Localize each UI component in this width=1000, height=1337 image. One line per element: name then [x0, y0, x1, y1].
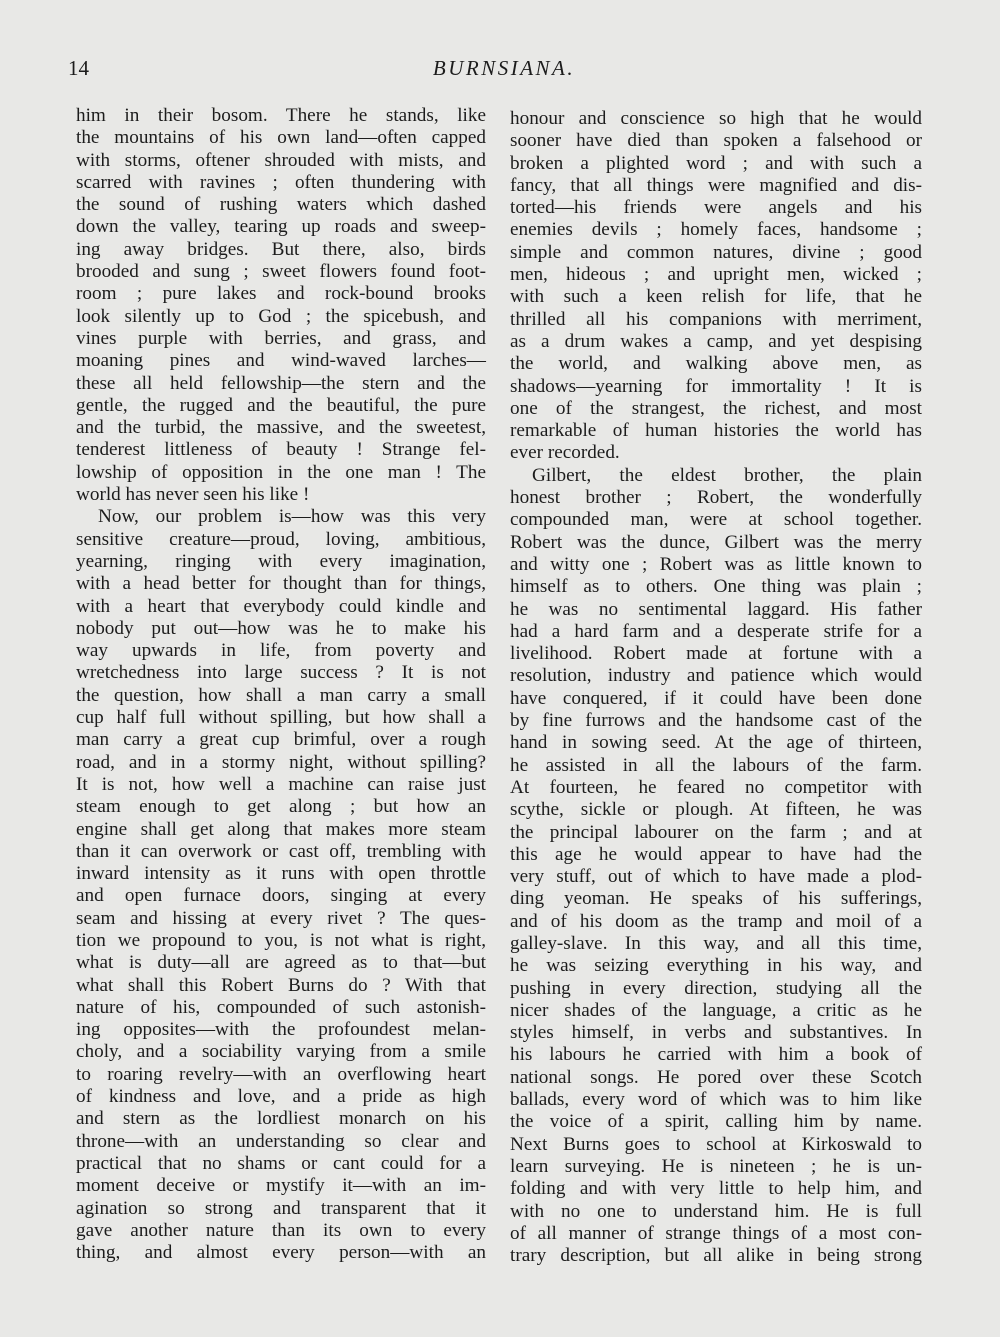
text-line: gentle, the rugged and the beautiful, the pure	[76, 394, 486, 416]
page-number: 14	[68, 56, 89, 80]
text-line: men, hideous ; and upright men, wicked ;	[510, 264, 922, 286]
text-line: ing away bridges. But there, also, birds	[76, 238, 486, 260]
text-line: steam enough to get along ; but how an	[76, 796, 486, 818]
text-line: compounded man, were at school together.	[510, 509, 922, 531]
text-line: to roaring revelry—with an overflowing heart	[76, 1063, 486, 1085]
text-line: of kindness and love, and a pride as high	[76, 1086, 486, 1108]
text-line: tenderest littleness of beauty ! Strange fel-	[76, 439, 486, 461]
paragraph	[76, 105, 486, 506]
text-line: world has never seen his like !	[76, 484, 310, 506]
paragraph	[510, 108, 922, 465]
text-line: as a drum wakes a camp, and yet despising	[510, 330, 922, 352]
text-line: wretchedness into large success ? It is not	[76, 662, 486, 684]
text-line: what shall this Robert Burns do ? With that	[76, 974, 486, 996]
text-line: scarred with ravines ; often thundering with	[76, 171, 486, 193]
text-line: Next Burns goes to school at Kirkoswald to	[510, 1133, 922, 1155]
text-line: he was seizing everything in his way, and	[510, 955, 922, 977]
text-line: with such a keen relish for life, that he	[510, 286, 922, 308]
paragraph	[510, 465, 922, 1268]
text-line: Gilbert, the eldest brother, the plain	[532, 464, 922, 486]
text-line: him in their bosom. There he stands, like	[76, 105, 486, 126]
text-line: gave another nature than its own to every	[76, 1219, 486, 1241]
text-line: vines purple with berries, and grass, and	[76, 327, 486, 349]
text-line: At fourteen, he feared no competitor with	[510, 776, 922, 798]
text-line: he assisted in all the labours of the farm.	[510, 754, 922, 776]
text-line: and open furnace doors, singing at every	[76, 885, 486, 907]
text-line: sooner have died than spoken a falsehood or	[510, 130, 922, 152]
text-line: nicer shades of the language, a critic as he	[510, 999, 922, 1021]
text-line: shadows—yearning for immortality ! It is	[510, 375, 922, 397]
text-line: and witty one ; Robert was as little known to	[510, 553, 922, 575]
text-line: resolution, industry and patience which would	[510, 665, 922, 687]
text-line: down the valley, tearing up roads and sweep-	[76, 216, 486, 238]
text-line: styles himself, in verbs and substantives. In	[510, 1022, 922, 1044]
text-line: very stuff, out of which to have made a plod-	[510, 866, 922, 888]
text-line: the voice of a spirit, calling him by name.	[510, 1111, 922, 1133]
text-line: remarkable of human histories the world has	[510, 420, 922, 442]
text-line: simple and common natures, divine ; good	[510, 241, 922, 263]
text-line: tion we propound to you, is not what is right,	[76, 929, 486, 951]
text-line: ballads, every word of which was to him like	[510, 1089, 922, 1111]
text-line: by fine furrows and the handsome cast of the	[510, 710, 922, 732]
text-line: ing opposites—with the profoundest melan-	[76, 1019, 486, 1041]
text-line: had a hard farm and a desperate strife for a	[510, 620, 922, 642]
text-line: way upwards in life, from poverty and	[76, 640, 486, 662]
text-line: thing, and almost every person—with an	[76, 1242, 486, 1264]
text-line: seam and hissing at every rivet ? The ques-	[76, 907, 486, 929]
text-line: broken a plighted word ; and with such a	[510, 152, 922, 174]
text-line: sensitive creature—proud, loving, ambitious,	[76, 528, 486, 550]
text-line: thrilled all his companions with merriment,	[510, 308, 922, 330]
text-line: torted—his friends were angels and his	[510, 197, 922, 219]
text-line: room ; pure lakes and rock-bound brooks	[76, 283, 486, 305]
text-line: with a head better for thought than for things,	[76, 573, 486, 595]
text-line: throne—with an understanding so clear and	[76, 1130, 486, 1152]
left-column	[76, 105, 486, 1264]
text-line: fancy, that all things were magnified and dis-	[510, 174, 922, 196]
text-line: his labours he carried with him a book of	[510, 1044, 922, 1066]
text-line: and of his doom as the tramp and moil of a	[510, 910, 922, 932]
text-line: look silently up to God ; the spicebush, and	[76, 305, 486, 327]
text-line: the principal labourer on the farm ; and at	[510, 821, 922, 843]
text-line: and the turbid, the massive, and the sweetest,	[76, 417, 486, 439]
text-line: nobody put out—how was he to make his	[76, 617, 486, 639]
text-line: folding and with very little to help him, and	[510, 1178, 922, 1200]
running-head: BURNSIANA.	[432, 56, 576, 80]
text-line: learn surveying. He is nineteen ; he is un-	[510, 1155, 922, 1177]
text-line: agination so strong and transparent that it	[76, 1197, 486, 1219]
text-line: Now, our problem is—how was this very	[98, 506, 486, 528]
text-line: moaning pines and wind-waved larches—	[76, 350, 486, 372]
text-line: the mountains of his own land—often capped	[76, 127, 486, 149]
text-line: with no one to understand him. He is full	[510, 1200, 922, 1222]
text-line: brooded and sung ; sweet flowers found foot-	[76, 261, 486, 283]
text-line: lowship of opposition in the one man ! The	[76, 461, 486, 483]
text-line: of all manner of strange things of a most con-	[510, 1222, 922, 1244]
text-line: hand in sowing seed. At the age of thirteen,	[510, 732, 922, 754]
text-line: what is duty—all are agreed as to that—but	[76, 952, 486, 974]
text-line: have conquered, if it could have been done	[510, 687, 922, 709]
text-line: man carry a great cup brimful, over a rough	[76, 729, 486, 751]
text-line: these all held fellowship—the stern and the	[76, 372, 486, 394]
text-line: ding yeoman. He speaks of his sufferings,	[510, 888, 922, 910]
paragraph	[76, 506, 486, 1264]
text-line: honest brother ; Robert, the wonderfully	[510, 487, 922, 509]
right-column	[510, 108, 922, 1267]
text-line: than it can overwork or cast off, trembling with	[76, 840, 486, 862]
text-line: one of the strangest, the richest, and most	[510, 397, 922, 419]
text-line: inward intensity as it runs with open throttle	[76, 863, 486, 885]
text-line: yearning, ringing with every imagination,	[76, 550, 486, 572]
text-line: ever recorded.	[510, 442, 620, 464]
text-line: the sound of rushing waters which dashed	[76, 194, 486, 216]
text-line: national songs. He pored over these Scotch	[510, 1066, 922, 1088]
text-line: moment deceive or mystify it—with an im-	[76, 1175, 486, 1197]
text-line: honour and conscience so high that he would	[510, 108, 922, 129]
text-line: he was no sentimental laggard. His father	[510, 598, 922, 620]
text-line: road, and in a stormy night, without spilling?	[76, 751, 486, 773]
text-line: with a heart that everybody could kindle and	[76, 595, 486, 617]
text-line: engine shall get along that makes more steam	[76, 818, 486, 840]
text-line: trary description, but all alike in being strong	[510, 1245, 922, 1267]
text-line: nature of his, compounded of such astonish-	[76, 996, 486, 1018]
text-line: choly, and a sociability varying from a smile	[76, 1041, 486, 1063]
text-line: the question, how shall a man carry a small	[76, 684, 486, 706]
text-line: scythe, sickle or plough. At fifteen, he was	[510, 799, 922, 821]
text-line: pushing in every direction, studying all the	[510, 977, 922, 999]
text-line: It is not, how well a machine can raise just	[76, 773, 486, 795]
text-line: galley-slave. In this way, and all this time,	[510, 932, 922, 954]
text-line: cup half full without spilling, but how shall a	[76, 707, 486, 729]
text-line: the world, and walking above men, as	[510, 353, 922, 375]
text-line: this age he would appear to have had the	[510, 843, 922, 865]
text-line: practical that no shams or cant could for a	[76, 1152, 486, 1174]
text-line: enemies devils ; homely faces, handsome ;	[510, 219, 922, 241]
text-line: and stern as the lordliest monarch on his	[76, 1108, 486, 1130]
text-line: with storms, oftener shrouded with mists, and	[76, 149, 486, 171]
text-line: himself as to others. One thing was plain ;	[510, 576, 922, 598]
text-line: Robert was the dunce, Gilbert was the merry	[510, 531, 922, 553]
text-line: livelihood. Robert made at fortune with a	[510, 643, 922, 665]
